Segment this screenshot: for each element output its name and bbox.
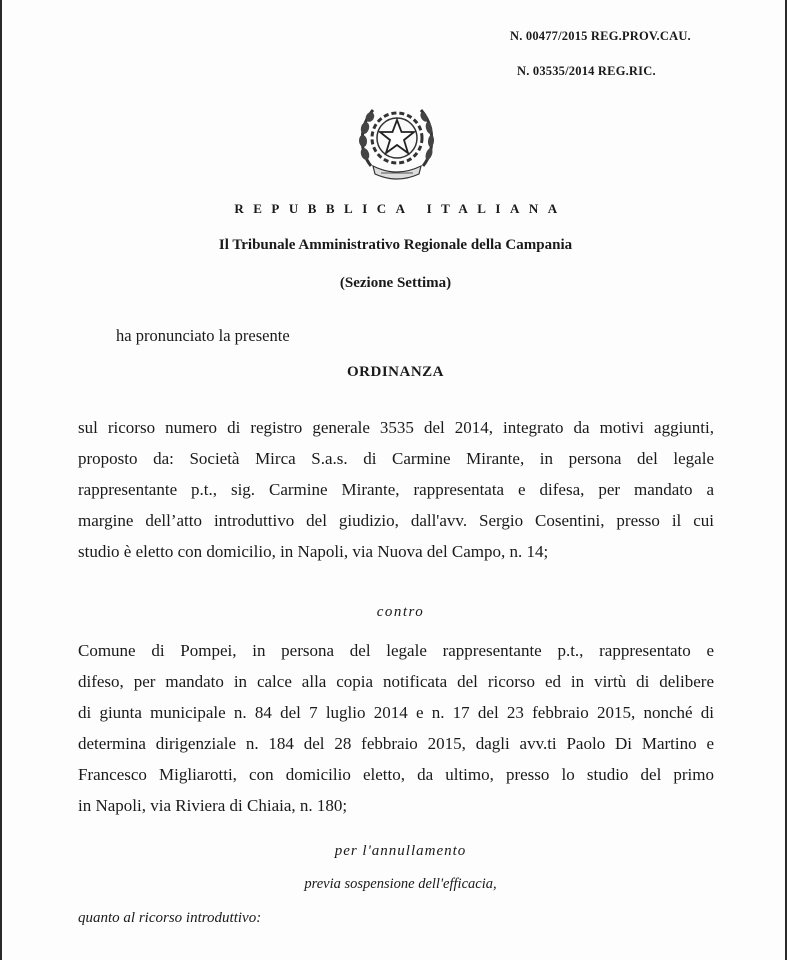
- paragraph-line: difeso, per mandato in calce alla copia notificata del ricorso ed in virtù di delibere: [78, 672, 714, 691]
- document-type: ORDINANZA: [346, 364, 444, 380]
- reg-ric-number: N. 03535/2014 REG.RIC.: [517, 64, 656, 78]
- paragraph-line: Comune di Pompei, in persona del legale rappresentante p.t., rappresentato e: [78, 641, 714, 660]
- previa-sospensione: previa sospensione dell'efficacia,: [304, 876, 497, 892]
- paragraph-line: in Napoli, via Riviera di Chiaia, n. 180;: [78, 796, 348, 815]
- quanto-ricorso: quanto al ricorso introduttivo:: [78, 910, 262, 926]
- paragraph-comune: [78, 635, 714, 821]
- paragraph-line: di giunta municipale n. 84 del 7 luglio 2014 e n. 17 del 23 febbraio 2015, nonché di: [78, 703, 714, 722]
- reg-prov-number: N. 00477/2015 REG.PROV.CAU.: [510, 29, 691, 43]
- tribunal-name: Il Tribunale Amministrativo Regionale della Campania: [218, 237, 573, 253]
- paragraph-line: rappresentante p.t., sig. Carmine Mirante, rappresentata e difesa, per mandato a: [78, 480, 714, 499]
- republic-heading: REPUBBLICA ITALIANA: [234, 201, 567, 216]
- court-section: (Sezione Settima): [339, 275, 452, 291]
- italian-republic-emblem-icon: [357, 96, 437, 184]
- paragraph-line: determina dirigenziale n. 184 del 28 febbraio 2015, dagli avv.ti Paolo Di Martino e: [78, 734, 714, 753]
- contro-heading: contro: [376, 604, 425, 620]
- paragraph-line: studio è eletto con domicilio, in Napoli, via Nuova del Campo, n. 14;: [78, 542, 549, 561]
- paragraph-line: margine dell’atto introduttivo del giudizio, dall'avv. Sergio Cosentini, presso il cui: [78, 511, 714, 530]
- paragraph-line: Francesco Migliarotti, con domicilio eletto, da ultimo, presso lo studio del primo: [78, 765, 714, 784]
- paragraph-ricorso: [78, 412, 714, 567]
- annullamento-heading: per l'annullamento: [334, 843, 467, 859]
- paragraph-line: sul ricorso numero di registro generale 3535 del 2014, integrato da motivi aggiunti,: [78, 418, 714, 437]
- paragraph-line: proposto da: Società Mirca S.a.s. di Carmine Mirante, in persona del legale: [78, 449, 714, 468]
- intro-line: ha pronunciato la presente: [116, 326, 290, 345]
